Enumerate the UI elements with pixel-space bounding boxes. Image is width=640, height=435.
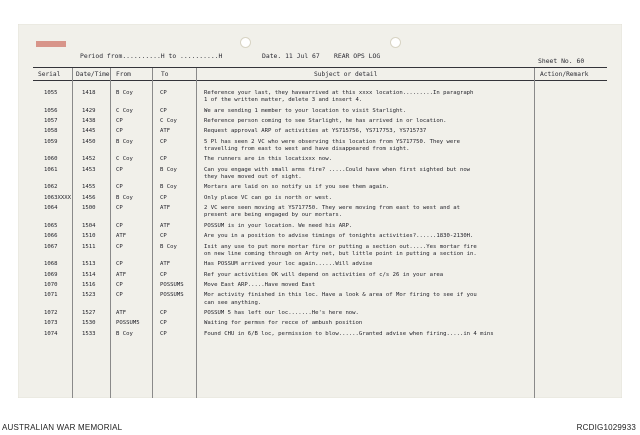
entry-to: B Coy [160, 184, 177, 191]
entry-serial: 1070 [44, 282, 58, 288]
entry-time: 1438 [82, 118, 96, 124]
column-divider [72, 68, 73, 398]
entry-to: ATF [160, 205, 171, 212]
entry-subject-line: Move East ARP.....Have moved East [204, 282, 316, 288]
entry-from: C Coy [116, 156, 133, 163]
entry-to: ATF [160, 128, 171, 135]
entry-subject-line: 1 of the written matter, delete 3 and insert 4. [204, 97, 363, 104]
entry-time: 1504 [82, 222, 96, 229]
col-serial-header: Serial [38, 71, 61, 78]
entry-from: CP [116, 292, 123, 299]
entry-subject-line: Mor activity finished in this loc. Have a look & area of Mor firing to see if you [204, 292, 477, 299]
date-field: Date. 11 Jul 67 [262, 52, 320, 60]
col-action-header: Action/Remark [540, 71, 589, 78]
red-stamp-mark [36, 41, 66, 47]
entry-subject-line: The runners are in this locatixxx now. [204, 156, 332, 163]
entry-time: 1511 [82, 243, 96, 250]
entry-serial: 1072 [44, 310, 58, 316]
entry-from: POSSUM5 [116, 320, 140, 327]
header-rule-bottom [33, 80, 607, 81]
entry-serial: 1063XXXX [44, 194, 71, 201]
col-datetime-header: Date/Time [76, 71, 110, 78]
entry-serial: 1074 [44, 330, 58, 337]
entry-to: CP [160, 107, 167, 114]
column-divider [534, 68, 535, 398]
entry-to: CP [160, 90, 167, 96]
entry-subject-line: Waiting for permsn for recce of ambush position [204, 320, 363, 327]
entry-subject-line: they have moved out of sight. [204, 173, 302, 180]
entry-time: 1456 [82, 194, 96, 201]
entry-to: POSSUMS [160, 292, 184, 299]
entry-serial: 1064 [44, 205, 58, 212]
entry-subject-line: on new line coming through on Arty net, but little point in putting a section in. [204, 250, 477, 257]
entry-to: ATF [160, 222, 171, 229]
column-divider [110, 68, 111, 398]
entry-serial: 1060 [44, 156, 58, 163]
entry-to: CP [160, 271, 167, 278]
entry-time: 1445 [82, 128, 96, 135]
entry-subject-line: POSSUM 5 has left our loc.......He's here now. [204, 310, 359, 316]
entry-serial: 1057 [44, 118, 58, 124]
entry-serial: 1061 [44, 166, 58, 173]
entry-time: 1450 [82, 138, 96, 145]
entry-serial: 1071 [44, 292, 58, 299]
entry-subject-line: Are you in a position to advise timings of tonights activities?......1830-2130H. [204, 233, 474, 240]
entry-to: B Coy [160, 243, 177, 250]
entry-subject-line: Request approval ARP of activities at YS715756, YS717753, YS715737 [204, 128, 427, 135]
entry-to: CP [160, 330, 167, 337]
entry-subject-line: Isit any use to put more mortar fire or putting a section out.....Yes mortar fire [204, 243, 477, 250]
entry-from: B Coy [116, 138, 133, 145]
entry-serial: 1067 [44, 243, 58, 250]
column-divider [196, 68, 197, 398]
entry-time: 1418 [82, 90, 96, 96]
entry-from: C Coy [116, 107, 133, 114]
entry-subject-line: 2 VC were seen moving at YS717750. They were moving from east to west and at [204, 205, 460, 212]
entry-time: 1429 [82, 107, 96, 114]
col-from-header: From [116, 71, 131, 78]
entry-subject-line: Only place VC can go is north or west. [204, 194, 332, 201]
entry-serial: 1062 [44, 184, 58, 191]
punch-hole-icon [240, 37, 251, 48]
period-field: Period from..........H to ..........H [80, 52, 223, 60]
entry-from: ATF [116, 310, 127, 316]
entry-from: CP [116, 166, 123, 173]
entry-from: CP [116, 222, 123, 229]
entry-from: CP [116, 243, 123, 250]
entry-from: CP [116, 118, 123, 124]
entry-from: B Coy [116, 90, 133, 96]
entry-subject-line: Reference your last, they havearrived at this xxxx location.........In paragraph [204, 90, 474, 96]
column-divider [152, 68, 153, 398]
entry-subject-line: We are sending 1 member to your location to visit Starlight. [204, 107, 407, 114]
entry-from: CP [116, 205, 123, 212]
entry-time: 1516 [82, 282, 96, 288]
entry-from: CP [116, 128, 123, 135]
entry-from: ATF [116, 233, 127, 240]
entry-subject-line: Ref your activities OK will depend on activities of c/s 26 in your area [204, 271, 444, 278]
entry-subject-line: Reference person coming to see Starlight, he has arrived in or location. [204, 118, 447, 124]
entry-subject-line: 5 Pl has seen 2 VC who were observing this location from YS717750. They were [204, 138, 460, 145]
entry-to: C Coy [160, 118, 177, 124]
col-to-header: To [161, 71, 169, 78]
entry-time: 1513 [82, 261, 96, 268]
record-id: RCDIG1029933 [576, 423, 636, 432]
entry-time: 1510 [82, 233, 96, 240]
col-subject-header: Subject or detail [314, 71, 378, 78]
entry-to: CP [160, 310, 167, 316]
entry-to: CP [160, 194, 167, 201]
archive-credit: AUSTRALIAN WAR MEMORIAL [2, 423, 123, 432]
entry-to: CP [160, 320, 167, 327]
entry-serial: 1055 [44, 90, 58, 96]
entry-subject-line: present are being engaged by our mortars. [204, 212, 343, 219]
entry-time: 1514 [82, 271, 96, 278]
entry-subject-line: travelling from east to west and have disappeared from sight. [204, 145, 410, 152]
entry-to: ATF [160, 261, 171, 268]
entry-to: CP [160, 156, 167, 163]
header-rule-top [33, 67, 607, 68]
entry-subject-line: POSSUM is in your location. We need his ARP. [204, 222, 353, 229]
entry-serial: 1069 [44, 271, 58, 278]
entry-time: 1530 [82, 320, 96, 327]
log-sheet [18, 24, 622, 398]
entry-subject-line: Mortars are laid on so notify us if you see them again. [204, 184, 390, 191]
entry-from: B Coy [116, 194, 133, 201]
entry-to: CP [160, 233, 167, 240]
entry-time: 1533 [82, 330, 96, 337]
entry-from: CP [116, 261, 123, 268]
entry-serial: 1056 [44, 107, 58, 114]
entry-to: B Coy [160, 166, 177, 173]
sheet-number: Sheet No. 60 [538, 57, 585, 65]
punch-hole-icon [390, 37, 401, 48]
entry-time: 1452 [82, 156, 96, 163]
entry-serial: 1059 [44, 138, 58, 145]
entry-subject-line: can see anything. [204, 299, 262, 306]
entry-subject-line: Can you engage with small arms fire? .....Could have when first sighted but now [204, 166, 471, 173]
unit-name: REAR OPS LOG [334, 52, 381, 60]
entry-time: 1500 [82, 205, 96, 212]
entry-from: CP [116, 184, 123, 191]
entry-subject-line: Found CHU in 6/B loc, permission to blow......Granted advise when firing.....in 4 mins [204, 330, 494, 337]
entry-serial: 1066 [44, 233, 58, 240]
entry-from: B Coy [116, 330, 133, 337]
entry-time: 1455 [82, 184, 96, 191]
entry-from: ATF [116, 271, 127, 278]
entry-subject-line: Has POSSUM arrived your loc again......Will advise [204, 261, 373, 268]
entry-serial: 1065 [44, 222, 58, 229]
entry-serial: 1073 [44, 320, 58, 327]
entry-time: 1453 [82, 166, 96, 173]
entry-time: 1523 [82, 292, 96, 299]
entry-to: POSSUMS [160, 282, 184, 288]
entry-from: CP [116, 282, 123, 288]
entry-serial: 1068 [44, 261, 58, 268]
entry-to: CP [160, 138, 167, 145]
entry-time: 1527 [82, 310, 96, 316]
entry-serial: 1058 [44, 128, 58, 135]
